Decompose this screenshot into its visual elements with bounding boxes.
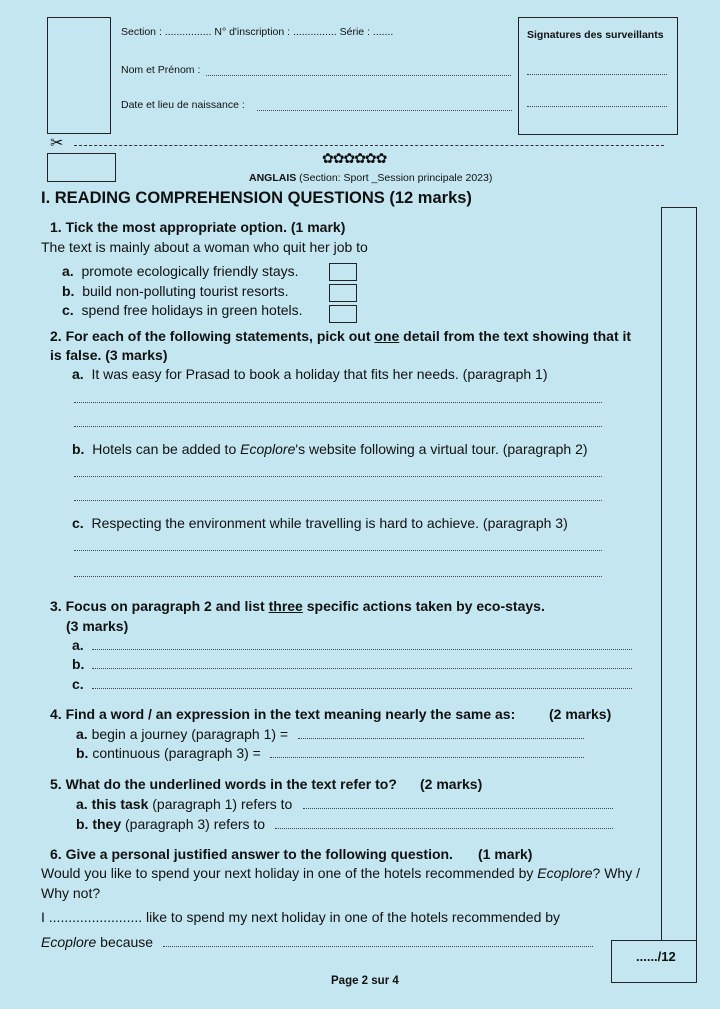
q2-c (72, 515, 568, 531)
answer-italic: Ecoplore (41, 934, 97, 950)
q3-title-line2: (3 marks) (66, 618, 129, 634)
subject-session: (Section: Sport _Session principale 2023) (296, 172, 493, 184)
item-bold: b. they (76, 816, 122, 832)
q6-title: 6. Give a personal justified answer to the following question. (50, 846, 453, 862)
serie-field[interactable]: ....... (372, 26, 394, 38)
q1-checkbox-c[interactable] (329, 305, 357, 323)
item-letter: a. (72, 366, 84, 382)
page-number: Page 2 sur 4 (331, 975, 399, 987)
q3-answer-c[interactable] (92, 688, 632, 689)
option-text: promote ecologically friendly stays. (81, 263, 299, 279)
birth-label: Date et lieu de naissance : (121, 99, 245, 111)
q2-b-answer-1[interactable] (74, 476, 602, 477)
item-text: continuous (paragraph 3) = (92, 745, 261, 761)
serie-label: Série : (336, 26, 373, 38)
question-italic: Ecoplore (537, 865, 593, 881)
signatures-label: Signatures des surveillants (527, 29, 664, 41)
q5-b-answer[interactable] (275, 828, 613, 829)
q2-title-underlined: one (374, 328, 400, 344)
item-text: 's website following a virtual tour. (paragraph 2) (295, 441, 588, 457)
q3-title-part: specific actions taken by eco-stays. (302, 598, 545, 614)
item-text-italic: Ecoplore (240, 441, 296, 457)
item-text: Hotels can be added to (92, 441, 241, 457)
item-letter: b. (76, 745, 89, 761)
q1-option-c (62, 302, 303, 318)
item-bold: a. this task (76, 796, 149, 812)
item-letter: c. (72, 515, 84, 531)
option-letter: c. (62, 302, 74, 318)
name-field[interactable] (206, 75, 511, 76)
q3-title-part: 3. Focus on paragraph 2 and list (50, 598, 269, 614)
q5-marks: (2 marks) (420, 776, 483, 792)
item-letter: a. (76, 726, 88, 742)
answer-text: I (41, 909, 45, 925)
item-text: (paragraph 1) refers to (148, 796, 293, 812)
q4-title: 4. Find a word / an expression in the text meaning nearly the same as: (50, 706, 516, 722)
q2-title-part: 2. For each of the following statements, pick out (50, 328, 375, 344)
flower-ornament: ✿✿✿✿✿✿ (322, 150, 387, 166)
subject-name: ANGLAIS (249, 172, 297, 184)
q1-option-a (62, 263, 299, 279)
q5-a-answer[interactable] (303, 808, 613, 809)
q3-letter-b: b. (72, 656, 85, 672)
option-letter: b. (62, 283, 75, 299)
q2-title-part: detail from the text showing that it (399, 328, 632, 344)
inscription-label: N° d'inscription : (211, 26, 293, 38)
q3-answer-b[interactable] (92, 668, 632, 669)
q1-option-b (62, 283, 288, 299)
option-text: build non-polluting tourist resorts. (82, 283, 289, 299)
q1-title: 1. Tick the most appropriate option. (1 mark) (50, 219, 346, 235)
option-text: spend free holidays in green hotels. (81, 302, 303, 318)
q6-answer-line2 (41, 934, 153, 950)
q4-a-answer[interactable] (298, 738, 584, 739)
score-value: ....../12 (636, 949, 676, 964)
signature-line-1[interactable] (527, 74, 667, 75)
answer-text: because (96, 934, 154, 950)
q2-title (50, 328, 631, 344)
answer-blank[interactable]: ........................ (48, 909, 143, 925)
q2-a (72, 366, 548, 382)
section-label: Section : (121, 26, 165, 38)
q4-b (76, 745, 261, 761)
inscription-field[interactable]: ............... (292, 26, 337, 38)
item-text: begin a journey (paragraph 1) = (91, 726, 289, 742)
q5-b (76, 816, 265, 832)
birth-field[interactable] (257, 110, 512, 111)
exam-subject (249, 172, 492, 184)
q1-checkbox-b[interactable] (329, 284, 357, 302)
photo-box (47, 17, 111, 134)
cut-line (74, 145, 664, 146)
q3-title-underlined: three (268, 598, 303, 614)
q2-c-answer-1[interactable] (74, 550, 602, 551)
question-text: Would you like to spend your next holiday in one of the hotels recommended by (41, 865, 538, 881)
margin-column (661, 207, 697, 944)
section-field[interactable]: ................ (164, 26, 212, 38)
q2-a-answer-1[interactable] (74, 402, 602, 403)
answer-text: like to spend my next holiday in one of the hotels recommended by (142, 909, 561, 925)
code-box (47, 153, 116, 182)
item-text: It was easy for Prasad to book a holiday that fits her needs. (paragraph 1) (91, 366, 548, 382)
option-letter: a. (62, 263, 74, 279)
q6-question (41, 865, 640, 881)
q4-marks: (2 marks) (549, 706, 612, 722)
q1-checkbox-a[interactable] (329, 263, 357, 281)
item-text: (paragraph 3) refers to (121, 816, 266, 832)
q3-letter-a: a. (72, 637, 84, 653)
q2-b-answer-2[interactable] (74, 500, 602, 501)
q2-a-answer-2[interactable] (74, 426, 602, 427)
q1-stem: The text is mainly about a woman who quit her job to (41, 239, 368, 255)
q6-marks: (1 mark) (478, 846, 533, 862)
name-label: Nom et Prénom : (121, 64, 201, 76)
section-line (121, 26, 393, 38)
scissors-icon: ✂ (50, 135, 64, 152)
signature-line-2[interactable] (527, 106, 667, 107)
q4-a (76, 726, 288, 742)
q2-title-line2: is false. (3 marks) (50, 347, 168, 363)
q2-c-answer-2[interactable] (74, 576, 602, 577)
q6-answer-field[interactable] (163, 946, 593, 947)
q3-answer-a[interactable] (92, 649, 632, 650)
q5-title: 5. What do the underlined words in the text refer to? (50, 776, 397, 792)
q3-letter-c: c. (72, 676, 84, 692)
q5-a (76, 796, 292, 812)
q6-answer-line1 (41, 909, 560, 925)
q2-b (72, 441, 588, 457)
question-text: ? Why / (592, 865, 640, 881)
item-text: Respecting the environment while travelling is hard to achieve. (paragraph 3) (91, 515, 568, 531)
q4-b-answer[interactable] (270, 757, 584, 758)
item-letter: b. (72, 441, 85, 457)
section-title: I. READING COMPREHENSION QUESTIONS (12 marks) (41, 189, 472, 207)
q6-question-line2: Why not? (41, 885, 101, 901)
q3-title (50, 598, 545, 614)
